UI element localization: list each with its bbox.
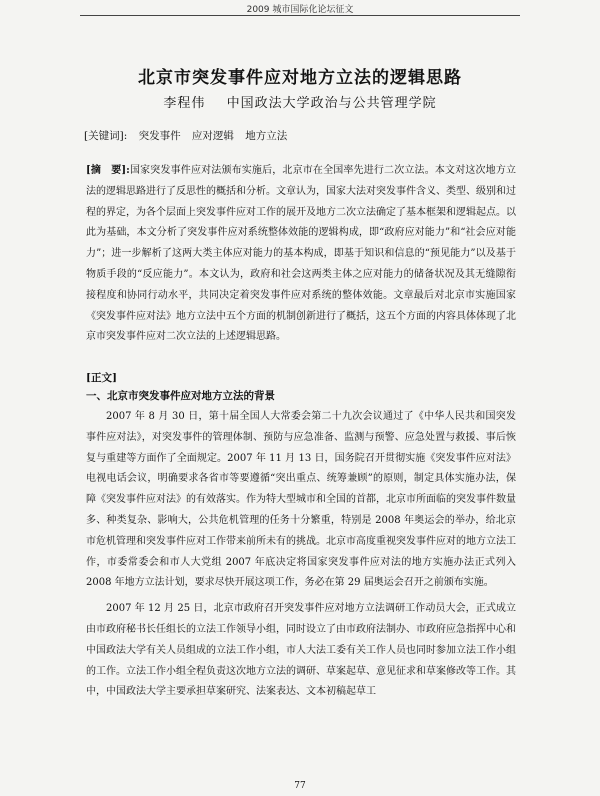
abstract <box>86 161 516 348</box>
paper-title: 北京市突发事件应对地方立法的逻辑思路 <box>138 68 462 88</box>
body-label: [正文] <box>86 372 117 384</box>
page-number: 77 <box>294 781 306 791</box>
keyword: 突发事件 <box>138 130 181 142</box>
body-text <box>86 407 516 708</box>
author-affiliation: 中国政法大学政治与公共管理学院 <box>226 96 437 111</box>
section-heading: 一、北京市突发事件应对地方立法的背景 <box>86 390 275 402</box>
paragraph: 2007 年 8 月 30 日，第十届全国人大常委会第二十九次会议通过了《中华人民共和国突发事件应对法》，对突发事件的管理体制、预防与应急准备、监测与预警、应急处置与救援、事后恢复与重建等方面作了全面规定。2007 年 11 月 13 日，国务院召开贯彻实施《突发事件应对法》电视电话会议，明确要求各省市等要遵循“突出重点、统筹兼顾”的原则，制定具体实施办法，保障《突发事件应对法》的有效落实。作为特大型城市和全国的首都，北京市所面临的突发事件数量多、种类复杂、影响大，公共危机管理的任务十分繁重，特别是 2008 年奥运会的举办，给北京市危机管理和突发事件应对工作带来前所未有的挑战。北京市高度重视突发事件应对的地方立法工作，市委常委会和市人大党组 2007 年底决定将国家突发事件应对法的地方实施办法正式列入 2008 年地方立法计划，要求尽快开展这项工作，务必在第 29 届奥运会召开之前颁布实施。 <box>86 411 516 589</box>
author-name: 李程伟 <box>163 96 206 111</box>
keyword: 地方立法 <box>245 130 288 142</box>
paragraph: 2007 年 12 月 25 日，北京市政府召开突发事件应对地方立法调研工作动员大会，正式成立由市政府秘书长任组长的立法工作领导小组，同时设立了由市政府法制办、市政府应急指挥中心和中国政法大学有关人员组成的立法工作小组，市人大法工委有关工作人员也同时参加立法工作小组的工作。立法工作小组全程负责这次地方立法的调研、草案起草、意见征求和草案修改等工作。其中，中国政法大学主要承担草案研究、法案表达、文本初稿起草工 <box>86 603 516 698</box>
keyword: 应对逻辑 <box>191 130 234 142</box>
keywords-line <box>84 128 287 143</box>
running-header: 2009 城市国际化论坛征文 <box>246 5 354 15</box>
abstract-label: [摘 要]: <box>86 165 130 176</box>
author-line <box>0 92 600 111</box>
header-rule <box>80 15 520 16</box>
keywords-label: [关键词]: <box>84 130 128 142</box>
abstract-text: 国家突发事件应对法颁布实施后，北京市在全国率先进行二次立法。本文对这次地方立法的逻辑思路进行了反思性的概括和分析。文章认为，国家大法对突发事件含义、类型、级别和过程的界定，为各个层面上突发事件应对工作的展开及地方二次立法确定了基本框架和逻辑起点。以此为基础，本文分析了突发事件应对系统整体效能的逻辑构成，即“政府应对能力”和“社会应对能力”；进一步解析了这两大类主体应对能力的基本构成，即基于知识和信息的“预见能力”以及基于物质手段的“反应能力”。本文认为，政府和社会这两类主体之应对能力的储备状况及其无缝隙衔接程度和协同行动水平，共同决定着突发事件应对系统的整体效能。文章最后对北京市实施国家《突发事件应对法》地方立法中五个方面的机制创新进行了概括，这五个方面的内容具体体现了北京市突发事件应对二次立法的上述逻辑思路。 <box>86 165 517 343</box>
